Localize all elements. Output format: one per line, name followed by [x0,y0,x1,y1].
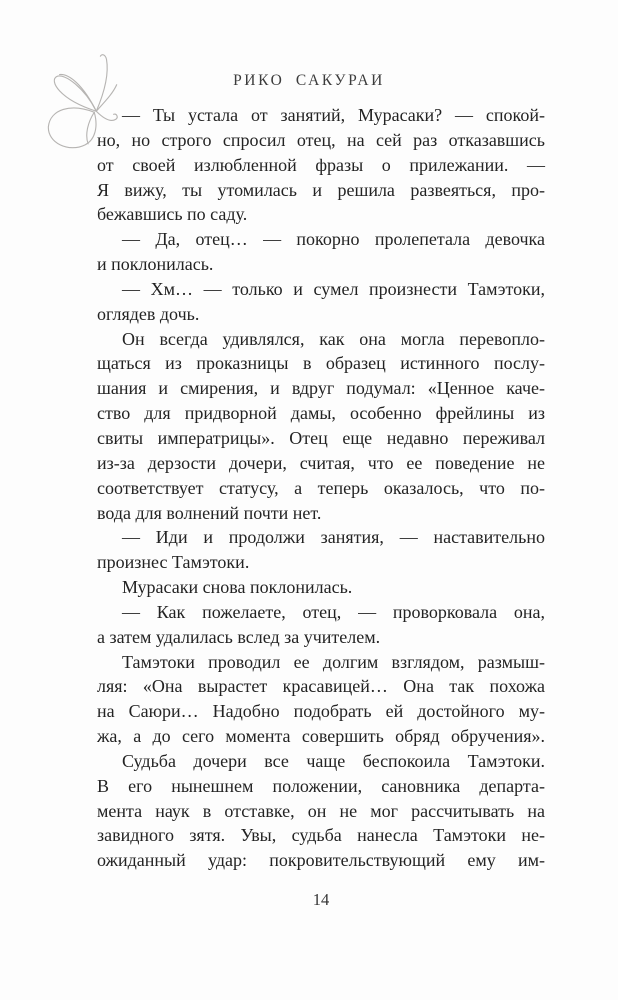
paragraph [97,277,545,327]
text-line: соответствует статусу, а теперь оказалось, что по- [97,477,545,498]
text-line: и поклонилась. [97,254,214,275]
text-line: ство для придворной дамы, особенно фрейлины из [97,403,545,424]
text-line: — Хм… — только и сумел произнести Тамэтоки, [122,278,545,299]
text-line: Мурасаки снова поклонилась. [122,577,353,598]
text-line: Тамэтоки проводил ее долгим взглядом, размыш- [122,651,545,672]
paragraph [97,327,545,526]
text-line: свиты императрицы». Отец еще недавно переживал [97,427,545,448]
text-line: шания и смирения, и вдруг подумал: «Ценное каче- [97,378,545,399]
text-line: — Как пожелаете, отец, — проворковала она, [122,601,545,622]
text-line: жа, а до сего момента совершить обряд обручения». [97,726,545,747]
paragraph [97,650,545,749]
text-line: Я вижу, ты утомилась и решила развеяться, про- [97,179,545,200]
paragraph [97,575,545,600]
text-line: вода для волнений почти нет. [97,502,322,523]
paragraph [97,749,545,873]
text-line: а затем удалилась вслед за учителем. [97,626,381,647]
running-head: РИКО САКУРАИ [233,72,385,89]
text-line: из-за дерзости дочери, считая, что ее поведение не [97,452,545,473]
paragraph [97,227,545,277]
text-line: В его нынешнем положении, сановника департа- [97,775,545,796]
page-number: 14 [312,890,330,909]
text-line: но, но строго спросил отец, на сей раз отказавшись [97,129,545,150]
text-block [97,103,545,873]
text-line: ляя: «Она вырастет красавицей… Она так похожа [97,676,545,697]
paragraph [97,525,545,575]
text-line: бежавшись по саду. [97,204,248,225]
text-line: завидного зятя. Увы, судьба нанесла Тамэтоки не- [97,825,545,846]
text-line: — Иди и продолжи занятия, — наставительно [122,527,545,548]
text-line: — Ты устала от занятий, Мурасаки? — спокой- [122,105,545,125]
text-line: щаться из проказницы в образец истинного послу- [97,353,545,374]
text-line: Он всегда удивлялся, как она могла перевопло- [122,328,545,349]
text-line: оглядев дочь. [97,303,200,324]
text-line: — Да, отец… — покорно пролепетала девочка [122,229,545,250]
text-line: мента наук в отставке, он не мог рассчитывать на [97,800,545,821]
text-line: на Саюри… Надобно подобрать ей достойного му- [97,701,545,722]
text-line: ожиданный удар: покровительствующий ему им- [97,850,545,871]
paragraph [97,600,545,650]
paragraph [97,103,545,227]
text-line: Судьба дочери все чаще беспокоила Тамэтоки. [122,750,545,771]
text-line: от своей излюбленной фразы о прилежании. — [97,154,545,175]
text-line: произнес Тамэтоки. [97,552,250,573]
